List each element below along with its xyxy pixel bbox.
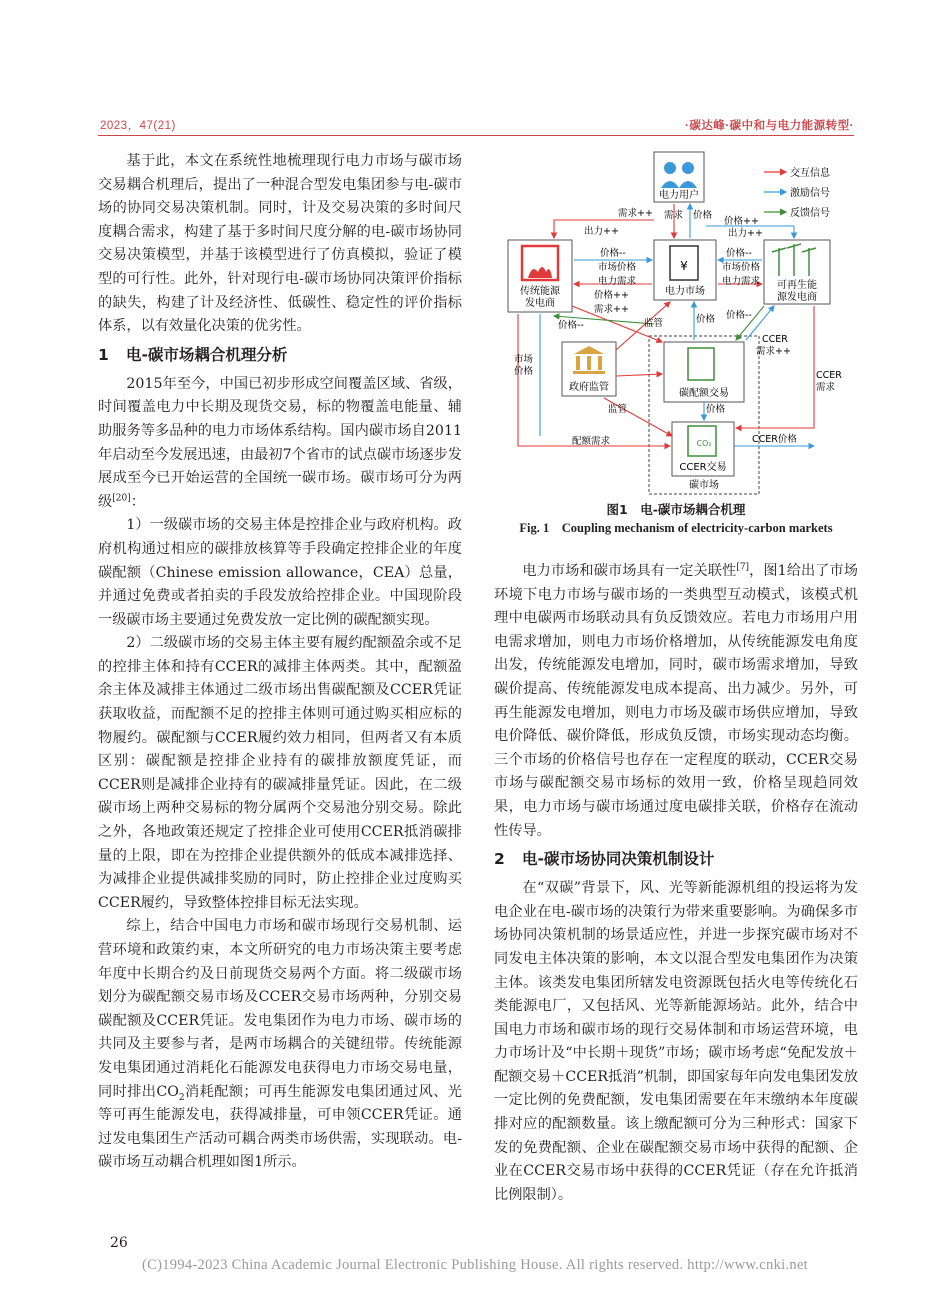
svg-text:碳配额交易: 碳配额交易 bbox=[679, 388, 729, 399]
svg-text:需求++: 需求++ bbox=[618, 208, 653, 219]
user-node bbox=[654, 152, 704, 202]
government-node bbox=[562, 342, 616, 396]
coupling-mechanism-figure bbox=[494, 146, 858, 498]
svg-text:电力市场: 电力市场 bbox=[665, 286, 705, 297]
svg-text:源发电商: 源发电商 bbox=[777, 292, 817, 303]
svg-text:价格: 价格 bbox=[696, 314, 716, 325]
svg-text:价格++: 价格++ bbox=[724, 216, 759, 227]
left-column bbox=[98, 150, 462, 1175]
svg-text:需求: 需求 bbox=[816, 382, 836, 393]
svg-text:价格--: 价格-- bbox=[558, 320, 584, 331]
svg-text:配额需求: 配额需求 bbox=[572, 436, 611, 447]
svg-text:需求++: 需求++ bbox=[594, 304, 629, 315]
svg-text:CCER交易: CCER交易 bbox=[679, 462, 727, 473]
page-number: 26 bbox=[110, 1235, 128, 1251]
svg-text:发电商: 发电商 bbox=[525, 298, 555, 309]
renewable-generator-node bbox=[764, 240, 830, 304]
figure-caption-en: Fig. 1 Coupling mechanism of electricity-carbon markets bbox=[519, 521, 833, 535]
svg-text:电力需求: 电力需求 bbox=[722, 276, 761, 287]
svg-text:可再生能: 可再生能 bbox=[777, 280, 817, 291]
svg-text:传统能源: 传统能源 bbox=[520, 286, 560, 297]
citation: [20] bbox=[112, 492, 131, 503]
svg-text:价格--: 价格-- bbox=[600, 248, 626, 259]
svg-text:¥: ¥ bbox=[680, 259, 688, 273]
svg-text:监管: 监管 bbox=[644, 318, 664, 329]
paragraph: 在“双碳”背景下，风、光等新能源机组的投运将为发电企业在电-碳市场的决策行为带来重要影响。为确保多市场协同决策机制的场景适应性，并进一步探究碳市场对不同发电主体决策的影响，本文以混合型发电集团作为决策主体。该类发电集团所辖发电资源既包括火电等传统化石类能源电厂，又包括风、光等新能源场站。此外，结合中国电力市场和碳市场的现行交易体制和市场运营环境，电力市场计及“中长期＋现货”市场；碳市场考虑“免配发放＋配额交易＋CCER抵消”机制，即国家每年向发电集团发放一定比例的免费配额，发电集团需要在年末缴纳本年度碳排对应的配额数量。该上缴配额可分为三种形式：国家下发的免费配额、企业在碳配额交易市场中获得的配额、企业在CCER交易市场中获得的CCER凭证（存在允许抵消比例限制）。 bbox=[494, 880, 858, 1203]
right-column bbox=[494, 560, 858, 1207]
figure-caption-cn: 图1 电-碳市场耦合机理 bbox=[606, 502, 746, 517]
citation: [7] bbox=[736, 562, 750, 573]
svg-text:激励信号: 激励信号 bbox=[790, 188, 830, 199]
svg-text:CO₂: CO₂ bbox=[696, 439, 712, 448]
paragraph: 综上，结合中国电力市场和碳市场现行交易机制、运营环境和政策约束，本文所研究的电力市场决策主要考虑年度中长期合约及日前现货交易两个方面。将二级碳市场划分为碳配额交易市场及CCER交易市场两种，分别交易碳配额及CCER凭证。发电集团作为电力市场、碳市场的共同及主要参与者，是两市场耦合的关键纽带。传统能源发电集团通过消耗化石能源发电获得电力市场交易电量，同时排出$CO_2$消耗配额；可再生能源发电集团通过风、光等可再生能源发电，获得减排量，可申领CCER凭证。通过发电集团生产活动可耦合两类市场供需，实现联动。电-碳市场互动耦合机理如图1所示。 bbox=[98, 918, 462, 1171]
paragraph: 2）二级碳市场的交易主体主要有履约配额盈余或不足的控排主体和持有CCER的减排主体两类。其中，配额盈余主体及减排主体通过二级市场出售碳配额及CCER凭证获取收益，而配额不足的控排主体则可通过购买相应标的物履约。碳配额与CCER履约效力相同，但两者又有本质区别：碳配额是控排企业持有的碳排放额度凭证，而CCER则是减排企业持有的碳减排量凭证。因此，在二级碳市场上两种交易标的物分属两个交易池分别交易。除此之外，各地政策还规定了控排企业可使用CCER抵消碳排量的上限，即在为控排企业提供额外的低成本减排选择、为减排企业提供减排奖励的同时，防止控排企业过度购买CCER履约，导致整体控排目标无法实现。 bbox=[98, 635, 462, 911]
svg-text:市场价格: 市场价格 bbox=[722, 262, 761, 273]
svg-text:CCER: CCER bbox=[762, 334, 788, 345]
svg-text:CCER价格: CCER价格 bbox=[752, 434, 797, 445]
legend bbox=[764, 166, 831, 219]
svg-text:反馈信号: 反馈信号 bbox=[790, 208, 830, 219]
svg-text:价格--: 价格-- bbox=[726, 248, 752, 259]
section-heading-1: 1 电-碳市场耦合机理分析 bbox=[98, 345, 288, 364]
ccer-trade-node bbox=[672, 422, 734, 476]
journal-issue: 2023，47(21) bbox=[100, 120, 176, 132]
svg-text:出力++: 出力++ bbox=[584, 226, 619, 237]
svg-text:需求: 需求 bbox=[664, 210, 684, 221]
svg-text:价格: 价格 bbox=[514, 366, 534, 377]
svg-text:政府监管: 政府监管 bbox=[569, 382, 609, 393]
svg-text:出力++: 出力++ bbox=[728, 228, 763, 239]
svg-text:市场: 市场 bbox=[514, 354, 534, 365]
svg-text:监管: 监管 bbox=[608, 404, 628, 415]
svg-text:价格: 价格 bbox=[706, 404, 726, 415]
paragraph: 2015年至今，中国已初步形成空间覆盖区域、省级，时间覆盖电力中长期及现货交易，标的物覆盖电能量、辅助服务等多品种的电力市场体系结构。国内碳市场自2011年启动至今发展迅速，由最初7个省市的试点碳市场逐步发展成至今已开始运营的全国统一碳市场。碳市场可分为两级[20]： bbox=[98, 375, 462, 510]
svg-text:电力需求: 电力需求 bbox=[598, 276, 637, 287]
svg-text:需求++: 需求++ bbox=[756, 346, 791, 357]
section-heading-2: 2 电-碳市场协同决策机制设计 bbox=[494, 850, 715, 869]
header-rule bbox=[98, 135, 854, 136]
paragraph: 1）一级碳市场的交易主体是控排企业与政府机构。政府机构通过相应的碳排放核算等手段确定控排企业的年度碳配额（Chinese emission allowance，CEA）总量，并通过免费或者拍卖的手段发放给控排企业。中国现阶段一级碳市场主要通过免费发放一定比例的碳配额实现。 bbox=[98, 517, 462, 628]
svg-text:价格--: 价格-- bbox=[726, 310, 752, 321]
svg-text:价格++: 价格++ bbox=[594, 290, 629, 301]
paragraph: 电力市场和碳市场具有一定关联性[7]，图1给出了市场环境下电力市场与碳市场的一类典型互动模式，该模式机理中电碳两市场联动具有负反馈效应。若电力市场用户用电需求增加，则电力市场价格增加，从传统能源发电角度出发，传统能源发电增加，同时，碳市场需求增加，导致碳价提高、传统能源发电成本提高、出力减少。另外，可再生能源发电增加，则电力市场及碳市场供应增加，导致电价降低、碳价降低，形成负反馈，市场实现动态均衡。三个市场的价格信号也存在一定程度的联动，CCER交易市场与碳配额交易市场标的效用一致，价格呈现趋同效果，电力市场与碳市场通过度电碳排关联，价格存在流动性传导。 bbox=[494, 562, 858, 839]
power-market-node bbox=[654, 240, 716, 300]
user-icon bbox=[664, 162, 676, 174]
traditional-generator-node bbox=[508, 240, 572, 312]
svg-text:CCER: CCER bbox=[816, 370, 842, 381]
paragraph: 基于此，本文在系统性地梳理现行电力市场与碳市场交易耦合机理后，提出了一种混合型发电集团参与电-碳市场的协同交易决策机制。同时，计及交易决策的多时间尺度耦合需求，构建了基于多时间尺度分解的电-碳市场协同交易决策模型，并基于该模型进行了仿真模拟，验证了模型的可行性。此外，针对现行电-碳市场协同决策评价指标的缺失，构建了计及经济性、低碳性、稳定性的评价指标体系，以有效量化决策的优劣性。 bbox=[98, 153, 462, 335]
svg-text:价格: 价格 bbox=[693, 210, 713, 221]
section-header: ·碳达峰·碳中和与电力能源转型· bbox=[685, 120, 854, 132]
svg-text:交互信息: 交互信息 bbox=[790, 168, 830, 179]
svg-text:市场价格: 市场价格 bbox=[598, 262, 637, 273]
copyright-footer: (C)1994-2023 China Academic Journal Electronic Publishing House. All rights reserved. http://www.cnki.net bbox=[141, 1257, 809, 1273]
carbon-market-label: 碳市场 bbox=[689, 480, 719, 491]
svg-text:电力用户: 电力用户 bbox=[659, 190, 699, 201]
cea-trade-node bbox=[664, 342, 744, 402]
